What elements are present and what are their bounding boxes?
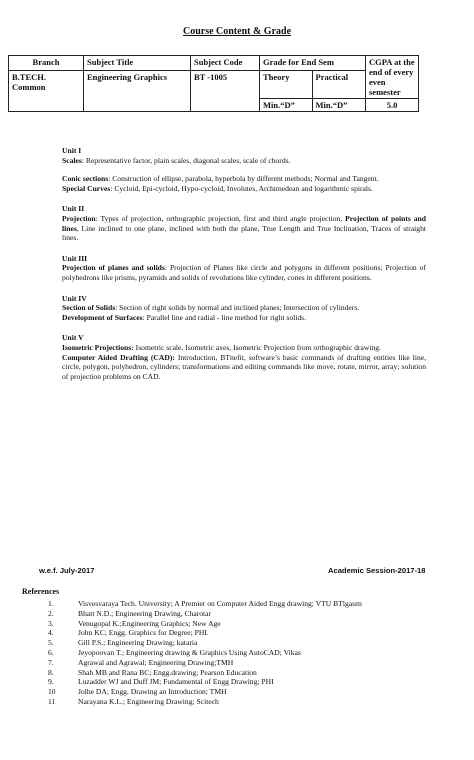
ref-number: 5. — [48, 638, 54, 648]
ref-text: Gill P.S.; Engineering Drawing; kataria — [78, 638, 198, 648]
ref-text: Bhatt N.D.; Engineering Drawing, Charotar — [78, 608, 212, 618]
header-grade: Grade for End Sem — [260, 56, 366, 71]
ref-number: 9. — [48, 677, 54, 687]
cell-theory: Theory — [260, 71, 313, 99]
ref-text: Luzadder WJ and Duff JM; Fundamental of Engg Drawing; PHI — [78, 677, 274, 687]
references-heading: References — [22, 587, 60, 596]
cad-label: Computer Aided Drafting (CAD): — [62, 352, 175, 362]
header-branch: Branch — [9, 56, 84, 71]
list-item — [40, 628, 424, 638]
projection-text: : Types of projection, orthographic projection, first and third angle projection, — [95, 213, 343, 223]
ref-number: 6. — [48, 647, 54, 657]
table-data-row — [9, 71, 419, 99]
course-grade-table — [8, 55, 419, 112]
list-item — [40, 638, 424, 648]
table-header-row — [9, 56, 419, 71]
list-item — [40, 609, 424, 619]
list-item — [40, 677, 424, 687]
wef-date: w.e.f. July-2017 — [39, 566, 95, 575]
list-item — [40, 619, 424, 629]
section-solids-label: Section of Solids — [62, 303, 116, 313]
unit-1-conic — [62, 174, 426, 184]
cad-text: Introduction, BTnefit, software’s basic commands of drafting entities like line, circle, polygon, polyhedron, cylinders; transformations and editing commands like move, rotate, mirror, array; solution of projection problems on CAD. — [62, 352, 427, 381]
scales-label: Scales — [62, 155, 82, 165]
conic-text: : Construction of ellipse, parabola, hyperbola by different methods; Normal and Tangent. — [108, 174, 379, 184]
ref-number: 1. — [48, 599, 54, 608]
cell-practical: Practical — [312, 71, 365, 99]
list-item — [40, 668, 424, 678]
unit-1-scales — [62, 156, 426, 166]
cell-branch: B.TECH. Common — [9, 71, 84, 112]
planes-solids-text: : Projection of Planes like circle and polygons in different positions; Projection of polyhedrons like prisms, pyramids and solids of revolutions like cylinder, cones in different positions. — [62, 263, 426, 282]
unit-4-section — [62, 303, 426, 313]
header-cgpa: CGPA at the end of every even semester — [366, 56, 419, 99]
ref-text: Shah MB and Rana BC; Engg.drawing; Pearson Education — [78, 667, 257, 677]
planes-solids-label: Projection of planes and solids — [62, 263, 165, 273]
unit-3-planes — [62, 263, 426, 282]
cell-min-practical: Min.“D” — [312, 99, 365, 112]
section-solids-text: : Section of right solids by normal and inclined planes; Intersection of cylinders. — [115, 303, 360, 313]
ref-number: 7. — [48, 657, 54, 667]
points-lines-text: , Line inclined to one plane, inclined with both the plane, True Length and True Inclination, Traces of straight lines. — [62, 223, 426, 243]
curves-text: : Cycloid, Epi-cycloid, Hypo-cycloid, Involutes, Archimedean and logarithmic spirals. — [110, 183, 373, 193]
ref-text: John KC; Engg. Graphics for Degree; PHI. — [78, 628, 209, 638]
unit-2-projection — [62, 214, 426, 243]
cell-min-theory: Min.“D” — [260, 99, 313, 112]
points-lines-label: Projection of points and lines — [62, 213, 426, 233]
ref-text: Agrawal and Agrawal; Engineering Drawing;TMH — [78, 657, 234, 667]
ref-number: 2. — [48, 608, 54, 618]
development-text: : Parallel line and radial - line method for right solids. — [142, 312, 306, 322]
list-item — [40, 648, 424, 658]
ref-number: 4. — [48, 628, 54, 638]
scales-text: : Representative factor, plain scales, diagonal scales, scale of chords. — [81, 155, 291, 165]
cell-subject-code: BT -1005 — [191, 71, 260, 112]
ref-number: 8. — [48, 667, 54, 677]
header-subject-code: Subject Code — [191, 56, 260, 71]
ref-number: 3. — [48, 618, 54, 628]
curves-label: Special Curves — [62, 183, 111, 193]
unit-5-isometric — [62, 343, 426, 353]
list-item — [40, 658, 424, 668]
header-subject-title: Subject Title — [84, 56, 191, 71]
projection-label: Projection — [62, 213, 96, 223]
development-label: Development of Surfaces — [62, 312, 143, 322]
unit-1-title: Unit I — [62, 146, 82, 155]
ref-number: 10 — [48, 687, 56, 697]
unit-4-development — [62, 313, 426, 323]
course-content — [62, 146, 426, 381]
ref-text: Jeyopoovan T.; Engineering drawing & Graphics Using AutoCAD; Vikas — [78, 647, 301, 657]
list-item — [40, 687, 424, 697]
isometric-text: Isometric scale, Isometric axes, Isometric Projection from orthographic drawing. — [133, 342, 381, 352]
unit-1-curves — [62, 184, 426, 194]
page-title: Course Content & Grade — [182, 26, 292, 37]
ref-text: Visvesvaraya Tech. University; A Premier on Computer Aided Engg drawing; VTU BTlgaum — [78, 599, 362, 608]
unit-3-title: Unit III — [62, 253, 88, 263]
isometric-label: Isometric Projections: — [62, 342, 134, 352]
unit-4-title: Unit IV — [62, 293, 87, 303]
references-list — [40, 599, 424, 707]
ref-text: Narayana K.L.; Engineering Drawing; Scitech — [78, 696, 219, 706]
cell-cgpa: 5.0 — [366, 99, 419, 112]
list-item — [40, 599, 424, 609]
unit-5-title: Unit V — [62, 333, 84, 343]
list-item — [40, 697, 424, 707]
cell-subject-title: Engineering Graphics — [84, 71, 191, 112]
ref-text: Jolhe DA; Engg. Drawing an Introduction; TMH — [78, 687, 227, 697]
academic-session: Academic Session-2017-18 — [328, 566, 426, 575]
ref-number: 11 — [48, 696, 56, 706]
unit-5-cad — [62, 353, 426, 382]
unit-2-title: Unit II — [62, 204, 85, 214]
conic-label: Conic sections — [62, 174, 109, 184]
ref-text: Venugopal K.;Engineering Graphics; New Age — [78, 618, 221, 628]
